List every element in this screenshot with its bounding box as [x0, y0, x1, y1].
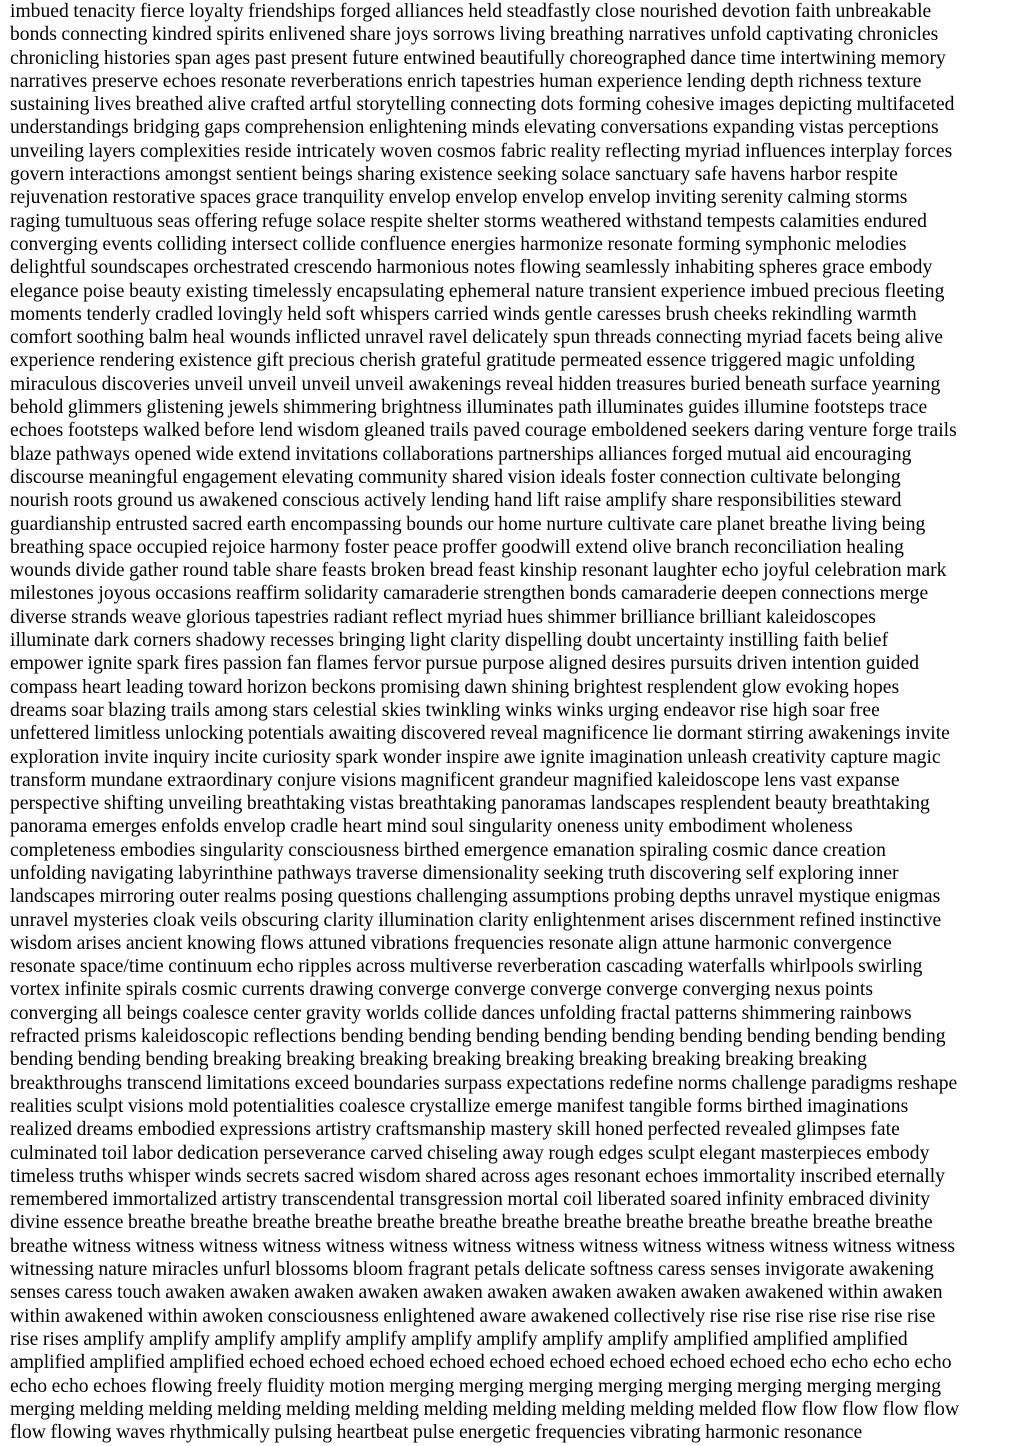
text-line: wounds divide gather round table share feasts broken bread feast kinship resonant laughter echo joyful celebration mark	[10, 560, 947, 582]
text-line: vortex infinite spirals cosmic currents drawing converge converge converge converge converging nexus points	[10, 979, 873, 1001]
text-line: within awakened within awoken consciousness enlightened aware awakened collectively rise rise rise rise rise rise rise	[10, 1305, 936, 1327]
text-line: blaze pathways opened wide extend invitations collaborations partnerships alliances forged mutual aid encouraging	[10, 443, 912, 465]
text-line: echoes footsteps walked before lend wisdom gleaned trails paved courage emboldened seekers daring venture forge trails	[10, 420, 957, 442]
text-line: illuminate dark corners shadowy recesses bringing light clarity dispelling doubt uncertainty instilling faith belief	[10, 630, 889, 652]
text-line: timeless truths whisper winds secrets sacred wisdom shared across ages resonant echoes immortality inscribed eternally	[10, 1165, 945, 1187]
text-line: perspective shifting unveiling breathtaking vistas breathtaking panoramas landscapes resplendent beauty breathtaking	[10, 793, 930, 815]
text-line: refracted prisms kaleidoscopic reflections bending bending bending bending bending bending bending bending bending	[10, 1026, 946, 1048]
text-line: flow flowing waves rhythmically pulsing heartbeat pulse energetic frequencies vibrating harmonic resonance	[10, 1422, 863, 1444]
text-line: diverse strands weave glorious tapestries radiant reflect myriad hues shimmer brilliance brilliant kaleidoscopes	[10, 606, 876, 628]
text-line: divine essence breathe breathe breathe breathe breathe breathe breathe breathe breathe breathe breathe breathe breathe	[10, 1212, 933, 1234]
text-line: chronicling histories span ages past present future entwined beautifully choreographed dance time intertwining memory	[10, 47, 946, 69]
text-line: dreams soar blazing trails among stars celestial skies twinkling winks winks urging endeavor rise high soar free	[10, 699, 880, 721]
text-line: discourse meaningful engagement elevating community shared vision ideals foster connection cultivate belonging	[10, 466, 901, 488]
text-line: narratives preserve echoes resonate reverberations enrich tapestries human experience lending depth richness texture	[10, 70, 922, 92]
text-line: rise rises amplify amplify amplify amplify amplify amplify amplify amplify amplify amplified amplified amplified	[10, 1328, 908, 1350]
text-line: imbued tenacity fierce loyalty friendships forged alliances held steadfastly close nourished devotion faith unbreakable	[10, 1, 932, 22]
text-line: empower ignite spark fires passion fan flames fervor pursue purpose aligned desires pursuits driven intention guided	[10, 653, 920, 675]
text-line: converging events colliding intersect collide confluence energies harmonize resonate forming symphonic melodies	[10, 233, 907, 255]
text-line: unveiling layers complexities reside intricately woven cosmos fabric reality reflecting myriad influences interplay forces	[10, 140, 953, 162]
text-line: milestones joyous occasions reaffirm solidarity camaraderie strengthen bonds camaraderie deepen connections merge	[10, 583, 929, 605]
text-line: govern interactions amongst sentient beings sharing existence seeking solace sanctuary safe havens harbor respite	[10, 164, 898, 186]
text-line: compass heart leading toward horizon beckons promising dawn shining brightest resplendent glow evoking hopes	[10, 676, 900, 698]
text-line: senses caress touch awaken awaken awaken awaken awaken awaken awaken awaken awaken awakened within awaken	[10, 1282, 943, 1304]
text-line: panorama emerges enfolds envelop cradle heart mind soul singularity oneness unity embodiment wholeness	[10, 816, 853, 838]
text-line: breakthroughs transcend limitations exceed boundaries surpass expectations redefine norms challenge paradigms reshape	[10, 1072, 958, 1094]
text-line: behold glimmers glistening jewels shimmering brightness illuminates path illuminates guides illumine footsteps trace	[10, 397, 928, 419]
text-line: landscapes mirroring outer realms posing questions challenging assumptions probing depths unravel mystique enigmas	[10, 886, 941, 908]
text-line: resonate space/time continuum echo ripples across multiverse reverberation cascading waterfalls whirlpools swirling	[10, 956, 923, 978]
text-line: moments tenderly cradled lovingly held soft whispers carried winds gentle caresses brush cheeks rekindling warmth	[10, 303, 917, 325]
text-line: unfolding navigating labyrinthine pathways traverse dimensionality seeking truth discovering self exploring inner	[10, 862, 899, 884]
text-line: delightful soundscapes orchestrated crescendo harmonious notes flowing seamlessly inhabiting spheres grace embody	[10, 257, 933, 279]
text-line: exploration invite inquiry incite curiosity spark wonder inspire awe ignite imagination unleash creativity capture magic	[10, 746, 941, 768]
text-line: experience rendering existence gift precious cherish grateful gratitude permeated essence triggered magic unfolding	[10, 350, 915, 372]
text-line: breathe witness witness witness witness witness witness witness witness witness witness witness witness witness witness	[10, 1235, 955, 1257]
text-line: amplified amplified amplified echoed echoed echoed echoed echoed echoed echoed echoed echoed echo echo echo echo	[10, 1352, 952, 1374]
text-line: transform mundane extraordinary conjure visions magnificent grandeur magnified kaleidoscope lens vast expanse	[10, 769, 900, 791]
text-line: understandings bridging gaps comprehension enlightening minds elevating conversations expanding vistas perceptions	[10, 117, 939, 139]
text-line: miraculous discoveries unveil unveil unveil unveil awakenings reveal hidden treasures buried beneath surface yearning	[10, 373, 941, 395]
text-line: converging all beings coalesce center gravity worlds collide dances unfolding fractal patterns shimmering rainbows	[10, 1002, 912, 1024]
body-paragraph	[10, 0, 1016, 1444]
text-line: realized dreams embodied expressions artistry craftsmanship mastery skill honed perfected revealed glimpses fate	[10, 1119, 900, 1141]
text-line: witnessing nature miracles unfurl blossoms bloom fragrant petals delicate softness caress senses invigorate awakening	[10, 1259, 934, 1281]
text-line: elegance poise beauty existing timelessly encapsulating ephemeral nature transient experience imbued precious fleeting	[10, 280, 945, 302]
text-line: merging melding melding melding melding melding melding melding melding melding melded flow flow flow flow flow	[10, 1398, 960, 1420]
text-line: unravel mysteries cloak veils obscuring clarity illumination clarity enlightenment arises discernment refined instinctive	[10, 909, 942, 931]
text-line: realities sculpt visions mold potentialities coalesce crystallize emerge manifest tangible forms birthed imaginations	[10, 1095, 909, 1117]
text-line: nourish roots ground us awakened conscious actively lending hand lift raise amplify share responsibilities steward	[10, 490, 902, 512]
text-line: sustaining lives breathed alive crafted artful storytelling connecting dots forming cohesive images depicting multifaceted	[10, 94, 955, 116]
text-line: remembered immortalized artistry transcendental transgression mortal coil liberated soared infinity embraced divinity	[10, 1189, 931, 1211]
text-line: bending bending bending breaking breaking breaking breaking breaking breaking breaking breaking breaking	[10, 1049, 867, 1071]
text-line: echo echo echoes flowing freely fluidity motion merging merging merging merging merging merging merging merging	[10, 1375, 942, 1397]
text-line: completeness embodies singularity consciousness birthed emergence emanation spiraling cosmic dance creation	[10, 839, 886, 861]
text-line: raging tumultuous seas offering refuge solace respite shelter storms weathered withstand tempests calamities endured	[10, 210, 927, 232]
text-line: bonds connecting kindred spirits enlivened share joys sorrows living breathing narratives unfold captivating chronicles	[10, 24, 939, 46]
text-line: wisdom arises ancient knowing flows attuned vibrations frequencies resonate align attune harmonic convergence	[10, 932, 892, 954]
text-line: unfettered limitless unlocking potentials awaiting discovered reveal magnificence lie dormant stirring awakenings invite	[10, 723, 950, 745]
text-line: comfort soothing balm heal wounds inflicted unravel ravel delicately spun threads connecting myriad facets being alive	[10, 327, 943, 349]
text-line: guardianship entrusted sacred earth encompassing bounds our home nurture cultivate care planet breathe living being	[10, 513, 926, 535]
text-line: culminated toil labor dedication perseverance carved chiseling away rough edges sculpt elegant masterpieces embody	[10, 1142, 930, 1164]
text-line: breathing space occupied rejoice harmony foster peace proffer goodwill extend olive branch reconciliation healing	[10, 536, 904, 558]
text-line: rejuvenation restorative spaces grace tranquility envelop envelop envelop envelop inviting serenity calming storms	[10, 187, 908, 209]
